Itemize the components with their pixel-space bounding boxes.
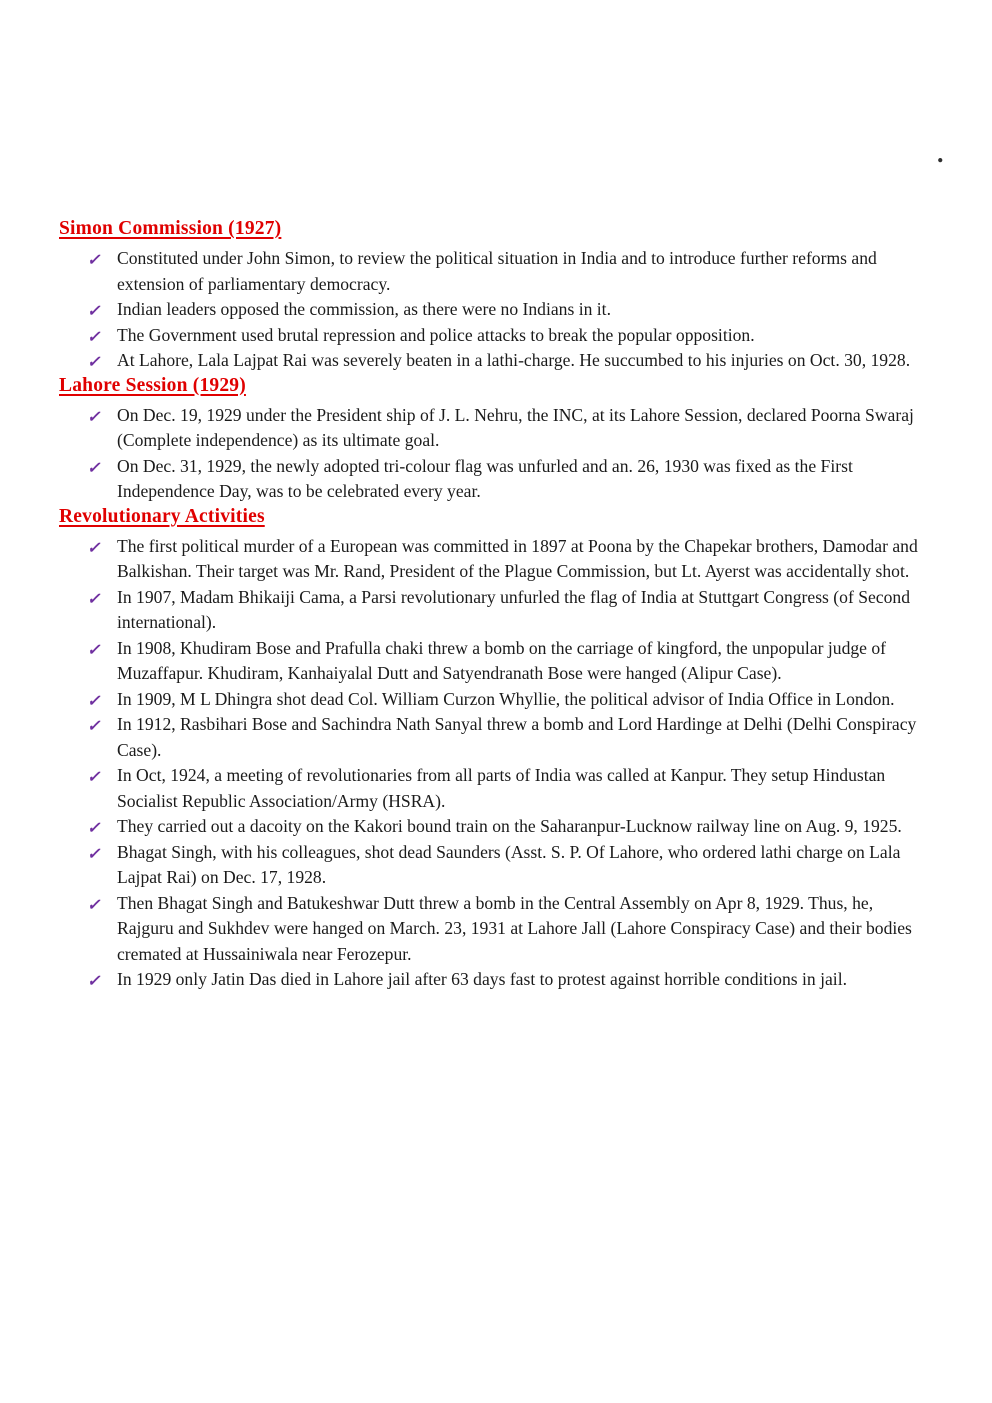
check-icon: ✓ <box>87 641 101 659</box>
check-icon: ✓ <box>87 252 101 269</box>
bullet-item <box>59 246 932 297</box>
check-icon: ✓ <box>87 590 101 608</box>
bullet-text: The first political murder of a European was committed in 1897 at Poona by the Chapekar brothers, Damodar and Balkishan. Their target was Mr. Rand, President of the Plague Commission, but Lt. Ayerst was accidentally shot. <box>117 535 918 581</box>
bullet-text: On Dec. 19, 1929 under the President ship of J. L. Nehru, the INC, at its Lahore Session, declared Poorna Swaraj (Complete independence) as its ultimate goal. <box>117 404 914 450</box>
bullet-text: Then Bhagat Singh and Batukeshwar Dutt threw a bomb in the Central Assembly on Apr 8, 1929. Thus, he, Rajguru and Sukhdev were hanged on March. 23, 1931 at Lahore Jall (Lahore Conspiracy Case) and their bodies cremated at Hussainiwala near Ferozepur. <box>117 892 912 964</box>
check-icon: ✓ <box>87 328 101 346</box>
section-revolutionary-activities <box>59 505 932 993</box>
bullet-text: In 1909, M L Dhingra shot dead Col. William Curzon Whyllie, the political advisor of India Office in London. <box>117 688 895 709</box>
section-heading-revolutionary-activities: Revolutionary Activities <box>59 505 265 527</box>
bullet-item <box>59 323 932 349</box>
check-icon: ✓ <box>87 718 101 735</box>
bullet-text: Constituted under John Simon, to review the political situation in India and to introduce further reforms and extension of parliamentary democracy. <box>117 248 877 294</box>
bullet-item <box>59 687 932 713</box>
check-icon: ✓ <box>87 973 101 990</box>
bullet-item <box>59 348 932 374</box>
check-icon: ✓ <box>87 692 101 710</box>
bullet-text: At Lahore, Lala Lajpat Rai was severely beaten in a lathi-charge. He succumbed to his injuries on Oct. 30, 1928. <box>117 350 911 370</box>
check-icon: ✓ <box>87 896 101 914</box>
bullet-item <box>59 585 932 636</box>
bullet-list-revolutionary-activities <box>59 534 932 993</box>
stray-dot: . <box>937 139 944 168</box>
bullet-item <box>59 534 932 585</box>
bullet-list-lahore-session <box>59 403 932 505</box>
bullet-text: In 1907, Madam Bhikaiji Cama, a Parsi revolutionary unfurled the flag of India at Stuttgart Congress (of Second international). <box>117 586 911 632</box>
section-simon-commission <box>59 217 932 374</box>
check-icon: ✓ <box>87 845 101 863</box>
check-icon: ✓ <box>87 539 101 557</box>
bullet-list-simon-commission <box>59 246 932 374</box>
check-icon: ✓ <box>87 459 101 477</box>
bullet-item <box>59 712 932 763</box>
check-icon: ✓ <box>87 820 101 837</box>
bullet-text: They carried out a dacoity on the Kakori bound train on the Saharanpur-Lucknow railway line on Aug. 9, 1925. <box>117 816 902 836</box>
bullet-item <box>59 967 932 993</box>
bullet-item <box>59 636 932 687</box>
bullet-text: The Government used brutal repression and police attacks to break the popular opposition. <box>117 324 755 345</box>
bullet-item <box>59 763 932 814</box>
section-lahore-session <box>59 374 932 505</box>
bullet-item <box>59 403 932 454</box>
check-icon: ✓ <box>87 303 101 320</box>
bullet-text: In 1929 only Jatin Das died in Lahore jail after 63 days fast to protest against horrible conditions in jail. <box>117 969 847 989</box>
bullet-text: In 1912, Rasbihari Bose and Sachindra Nath Sanyal threw a bomb and Lord Hardinge at Delhi (Delhi Conspiracy Case). <box>117 714 917 760</box>
check-icon: ✓ <box>87 769 101 786</box>
bullet-item <box>59 454 932 505</box>
section-heading-simon-commission: Simon Commission (1927) <box>59 218 282 239</box>
check-icon: ✓ <box>87 354 101 371</box>
check-icon: ✓ <box>87 408 101 426</box>
bullet-text: Indian leaders opposed the commission, as there were no Indians in it. <box>117 299 611 319</box>
bullet-text: In 1908, Khudiram Bose and Prafulla chaki threw a bomb on the carriage of kingford, the unpopular judge of Muzaffapur. Khudiram, Kanhaiyalal Dutt and Satyendranath Bose were hanged (Alipur Case). <box>117 637 887 683</box>
bullet-item <box>59 814 932 840</box>
bullet-item <box>59 297 932 323</box>
bullet-text: On Dec. 31, 1929, the newly adopted tri-colour flag was unfurled and an. 26, 1930 was fixed as the First Independence Day, was to be celebrated every year. <box>117 455 853 501</box>
section-heading-lahore-session: Lahore Session (1929) <box>59 374 246 396</box>
bullet-item <box>59 840 932 891</box>
bullet-text: In Oct, 1924, a meeting of revolutionaries from all parts of India was called at Kanpur. They setup Hindustan Socialist Republic Association/Army (HSRA). <box>117 765 886 811</box>
bullet-text: Bhagat Singh, with his colleagues, shot dead Saunders (Asst. S. P. Of Lahore, who ordered lathi charge on Lala Lajpat Rai) on Dec. 17, 1928. <box>117 841 901 887</box>
bullet-item <box>59 891 932 968</box>
